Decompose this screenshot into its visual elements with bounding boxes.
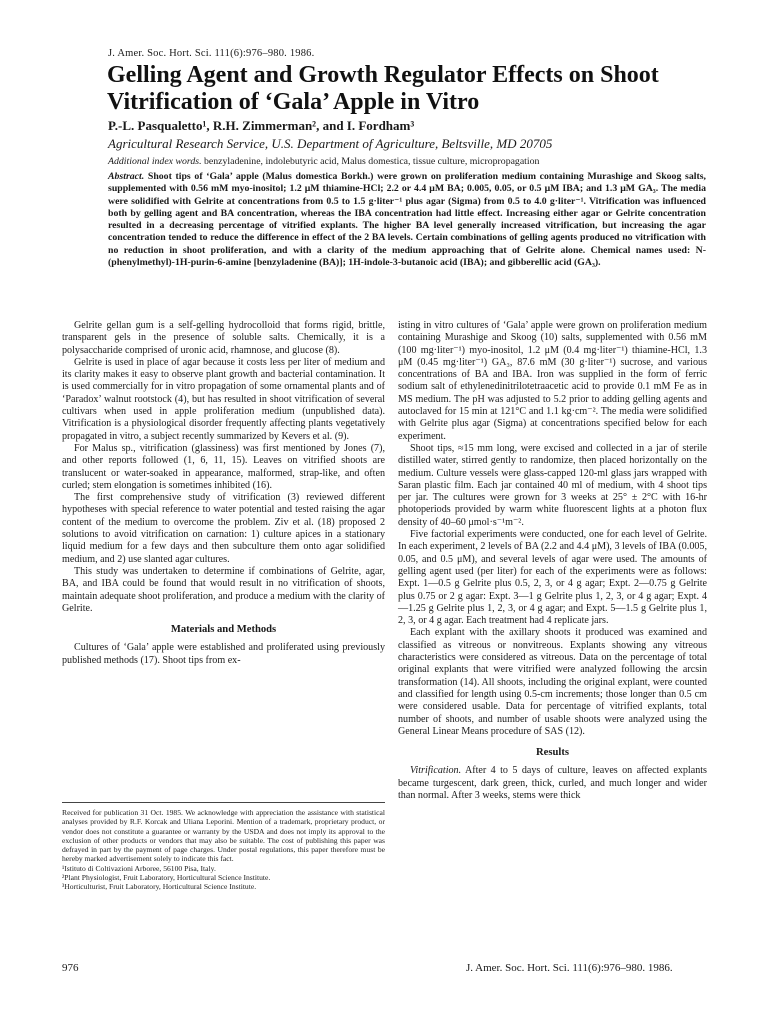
results-subheading: Vitrification. <box>410 765 462 777</box>
author-list: P.-L. Pasqualetto¹, R.H. Zimmerman², and I. Fordham³ <box>108 118 415 133</box>
footnote-affiliation-2: ²Plant Physiologist, Fruit Laboratory, Horticultural Science Institute. <box>62 873 271 883</box>
methods-paragraph-1: Cultures of ‘Gala’ apple were established and proliferated using previously published methods (17). Shoot tips from ex- <box>62 642 385 666</box>
keywords-text: benzyladenine, indolebutyric acid, Malus domestica, tissue culture, micropropagation <box>201 156 540 167</box>
intro-paragraph-3: For Malus sp., vitrification (glassiness) was first mentioned by Jones (7), and other reports followed (1, 6, 11, 15). Leaves on vitrified shoots are translucent or water-soaked in appearance, malformed, strap-like, and often curled; stem elongation is sometimes inhibited (16). <box>62 442 385 491</box>
affiliation: Agricultural Research Service, U.S. Department of Agriculture, Beltsville, MD 20705 <box>108 136 553 151</box>
results-heading: Results <box>536 747 569 759</box>
methods-paragraph-3: Shoot tips, ≈15 mm long, were excised and collected in a jar of sterile distilled water, stirred gently to randomize, then placed horizontally on the medium. Culture vessels were glass-capped 120-ml glass jars wrapped with Saran plastic film. Each jar contained 40 ml of medium, with 4 shoot tips per jar. The cultures were grown for 3 weeks at 25° ± 2°C with 16-hr photoperiods provided by warm white fluorescent lights at a photon flux density of 40–60 μmol·s⁻¹m⁻². <box>398 442 707 528</box>
keywords-line <box>108 156 539 167</box>
intro-paragraph-4: The first comprehensive study of vitrification (3) reviewed different hypotheses with special reference to water potential and tested raising the agar content of the medium to overcome the problem. Ziv et al. (18) proposed 2 solutions to avoid vitrification on carnation: 1) culture apices in a stationary liquid medium for a few days and then subculture them onto agar solidified medium, and 2) use slanted agar cultures. <box>62 492 385 565</box>
page-number: 976 <box>62 962 79 974</box>
footnote-affiliation-3: ³Horticulturist, Fruit Laboratory, Horticultural Science Institute. <box>62 882 257 892</box>
keywords-label: Additional index words. <box>108 156 202 167</box>
abstract-label: Abstract. <box>108 171 145 182</box>
results-text: After 4 to 5 days of culture, leaves on affected explants became turgescent, dark green, thick, curled, and much longer and wider than normal. After 3 weeks, stems were thick <box>398 765 707 801</box>
results-paragraph-1 <box>398 765 707 802</box>
abstract-text: Shoot tips of ‘Gala’ apple (Malus domestica Borkh.) were grown on proliferation medium containing Murashige and Skoog salts, supplemented with 0.56 mM myo-inositol; 1.2 μM thiamine-HCl; 2.2 or 4.4 μM BA; 0.005, 0.05, or 0.5 μM IBA; and 1.3 μM GA₃. The media were solidified with Gelrite at concentrations from 0.5 to 1.5 g·liter⁻¹ plus agar (Sigma) from 0.5 to 4.0 g·liter⁻¹. Vitrification was influenced both by gelling agent and BA concentration, whereas the IBA concentration had little effect. Increasing either agar or Gelrite concentration resulted in a decreasing percentage of vitrified explants. The higher BA level generally increased vitrification, but increasing the agar concentration tended to reduce the difference in effect of the 2 BA levels. Certain combinations of gelling agents produced no vitrification with no reduction in shoot proliferation, and with a clarity of the medium approaching that of Gelrite alone. Chemical names used: N-(phenylmethyl)-1H-purin-6-amine [benzyladenine (BA)]; 1H-indole-3-butanoic acid (IBA); and gibberellic acid (GA₃). <box>108 171 706 268</box>
footnotes <box>62 802 385 892</box>
running-head: J. Amer. Soc. Hort. Sci. 111(6):976–980. 1986. <box>108 48 315 59</box>
footer-citation: J. Amer. Soc. Hort. Sci. 111(6):976–980. 1986. <box>466 962 673 974</box>
intro-paragraph-5: This study was undertaken to determine if combinations of Gelrite, agar, BA, and IBA could be found that would result in no vitrification of shoots, maintain adequate shoot proliferation, and produce a medium with the clarity of Gelrite. <box>62 565 385 614</box>
intro-paragraph-1: Gelrite gellan gum is a self-gelling hydrocolloid that forms rigid, brittle, transparent gels in the presence of soluble salts. Chemically, it is a polysaccharide comprised of uronic acid, rhamnose, and glucose (8). <box>62 320 385 356</box>
methods-paragraph-2: isting in vitro cultures of ‘Gala’ apple were grown on proliferation medium containing Murashige and Skoog (10) salts, supplemented with 0.56 mM (100 mg·liter⁻¹) myo-inositol, 1.2 μM (0.4 mg·liter⁻¹) thiamine-HCl, 1.3 μM (0.45 mg·liter⁻¹) GA₃, 87.6 mM (30 g·liter⁻¹) sucrose, and various concentrations of BA and IBA. Iron was supplied in the form of ferric sodium salt of ethylenedinitrilotetraacetic acid to provide 0.1 mM Fe as in MS medium. The pH was adjusted to 5.2 prior to adding gelling agents and autoclaved for 15 min at 121°C and 1.1 kg·cm⁻². The media were solidified with Gelrite plus agar (Sigma) at concentrations specified below for each experiment. <box>398 320 707 442</box>
methods-paragraph-5: Each explant with the axillary shoots it produced was examined and classified as vitreous or nonvitreous. Explants showing any vitreous characteristics were considered as vitreous. Data on the percentage of total original explants that were vitrified were analyzed following the arcsin transformation (14). All shoots, including the original explant, were counted and classified for length using 0.5-cm increments; those longer than 0.5 cm were considered usable. Data for percentage of vitrified explants, total number of shoots, and number of usable shoots were analyzed using the General Linear Means procedure of SAS (12). <box>398 627 707 737</box>
abstract <box>108 171 706 269</box>
footnote-affiliation-1: ¹Istituto di Coltivazioni Arboree, 56100 Pisa, Italy. <box>62 863 216 873</box>
methods-heading: Materials and Methods <box>170 624 277 636</box>
article-title: Gelling Agent and Growth Regulator Effects on Shoot Vitrification of ‘Gala’ Apple in Vitro <box>107 62 659 115</box>
right-column <box>398 320 707 802</box>
methods-paragraph-4: Five factorial experiments were conducted, one for each level of Gelrite. In each experiment, 2 levels of BA (2.2 and 4.4 μM), 3 levels of IBA (0.005, 0.05, and 0.5 μM), and several levels of agar were used. The amounts of gelling agent used (per liter) for each of the experiments were as follows: Expt. 1—0.5 g Gelrite plus 0.5, 2, 3, or 4 g agar; Expt. 2—0.75 g Gelrite plus 0.75 or 2 g agar: Expt. 3—1 g Gelrite plus 1, 2, 3, or 4 g agar; Expt. 4—1.25 g Gelrite plus 1, 2, 3, or 4 g agar; and Expt. 5—1.5 g Gelrite plus 1, 2, 3, or 4 g agar. Each treatment had 4 replicate jars. <box>398 529 707 627</box>
footnote-received: Received for publication 31 Oct. 1985. We acknowledge with appreciation the assistance with statistical analyses provided by R.F. Korcak and Uliana Leporini. Mention of a trademark, proprietary product, or vendor does not constitute a guarantee or warranty by the USDA and does not imply its approval to the exclusion of other products or vendors that may also be suitable. The cost of publishing this paper was defrayed in part by the payment of page charges. Under postal regulations, this paper therefore must be hereby marked advertisement solely to indicate this fact. <box>62 808 385 864</box>
left-column <box>62 320 385 667</box>
intro-paragraph-2: Gelrite is used in place of agar because it costs less per liter of medium and its clarity makes it easy to observe plant growth and bacterial contamination. It is used commercially for in vitro propagation of some ornamental plants and of ‘Paradox’ walnut rootstock (4), but has resulted in shoot vitrification of several cultivars when used in apple proliferation medium (unpublished data). Vitrification is a physiological disorder frequently affecting plants vegetatively propagated in vitro, a subject recently summarized by Kevers et al. (9). <box>62 356 385 442</box>
